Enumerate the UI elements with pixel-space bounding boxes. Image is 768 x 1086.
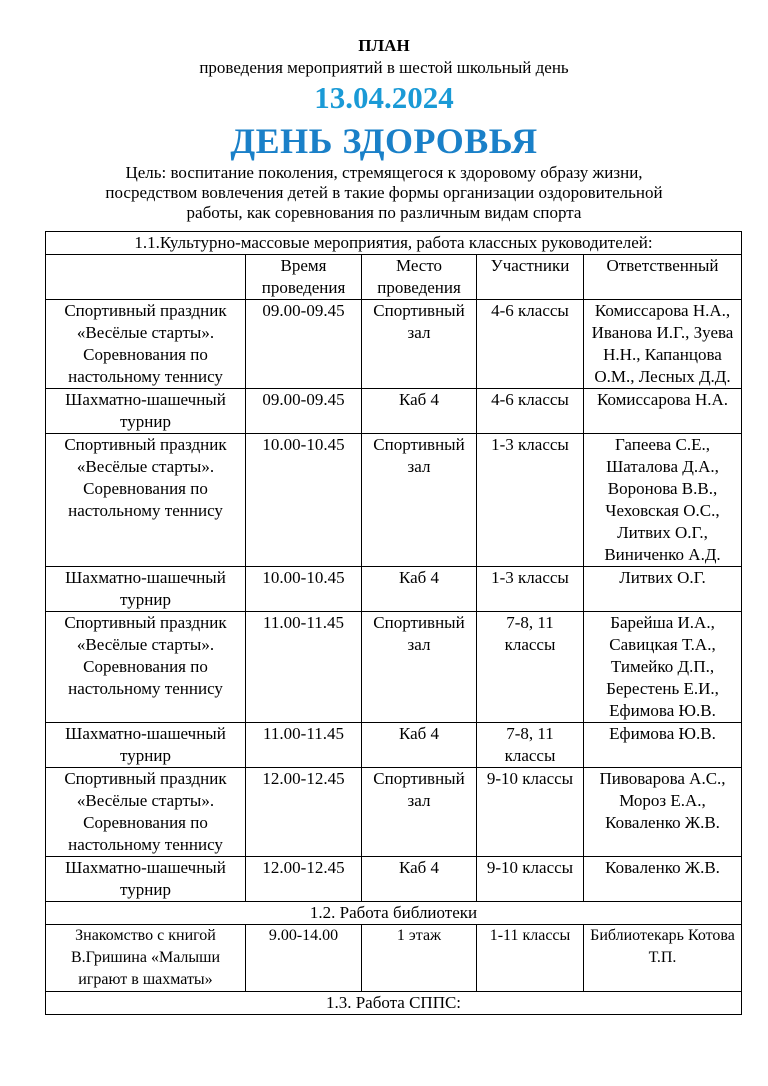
time-cell: 09.00-09.45 bbox=[246, 300, 362, 389]
time-cell: 09.00-09.45 bbox=[246, 389, 362, 434]
participants-cell: 9-10 классы bbox=[477, 768, 584, 857]
event-title: ДЕНЬ ЗДОРОВЬЯ bbox=[230, 121, 538, 161]
place-cell: Спортивный зал bbox=[362, 300, 477, 389]
responsible-cell: Комиссарова Н.А., Иванова И.Г., Зуева Н.Н., Капанцова О.М., Лесных Д.Д. bbox=[584, 300, 742, 389]
table-row bbox=[46, 857, 742, 902]
place-cell: Каб 4 bbox=[362, 857, 477, 902]
event-cell: Спортивный праздник «Весёлые старты». Соревнования по настольному теннису bbox=[46, 300, 246, 389]
participants-cell: 4-6 классы bbox=[477, 389, 584, 434]
participants-cell: 1-3 классы bbox=[477, 434, 584, 567]
section-row bbox=[46, 992, 742, 1015]
responsible-cell: Барейша И.А., Савицкая Т.А., Тимейко Д.П., Берестень Е.И., Ефимова Ю.В. bbox=[584, 612, 742, 723]
time-cell: 10.00-10.45 bbox=[246, 434, 362, 567]
participants-cell: 7-8, 11 классы bbox=[477, 723, 584, 768]
event-cell: Спортивный праздник «Весёлые старты». Соревнования по настольному теннису bbox=[46, 768, 246, 857]
event-cell: Шахматно-шашечный турнир bbox=[46, 567, 246, 612]
place-cell: Спортивный зал bbox=[362, 612, 477, 723]
table-row bbox=[46, 567, 742, 612]
participants-cell: 1-11 классы bbox=[477, 925, 584, 992]
section-title-library: 1.2. Работа библиотеки bbox=[46, 902, 742, 925]
plan-heading: ПЛАН bbox=[358, 36, 410, 55]
time-cell: 12.00-12.45 bbox=[246, 768, 362, 857]
event-cell: Шахматно-шашечный турнир bbox=[46, 723, 246, 768]
responsible-cell: Коваленко Ж.В. bbox=[584, 857, 742, 902]
section-row bbox=[46, 902, 742, 925]
place-cell: Каб 4 bbox=[362, 389, 477, 434]
time-cell: 9.00-14.00 bbox=[246, 925, 362, 992]
goal-text: Цель: воспитание поколения, стремящегося к здоровому образу жизни, посредством вовлечения детей в такие формы организации оздоровительной работы, как соревнования по различным видам спорта bbox=[105, 163, 663, 222]
place-cell: 1 этаж bbox=[362, 925, 477, 992]
participants-cell: 4-6 классы bbox=[477, 300, 584, 389]
place-cell: Спортивный зал bbox=[362, 768, 477, 857]
place-cell: Каб 4 bbox=[362, 723, 477, 768]
column-header-event bbox=[46, 255, 246, 300]
responsible-cell: Ефимова Ю.В. bbox=[584, 723, 742, 768]
place-cell: Спортивный зал bbox=[362, 434, 477, 567]
event-cell: Спортивный праздник «Весёлые старты». Соревнования по настольному теннису bbox=[46, 612, 246, 723]
table-row bbox=[46, 434, 742, 567]
time-cell: 11.00-11.45 bbox=[246, 612, 362, 723]
table-row bbox=[46, 389, 742, 434]
table-row bbox=[46, 612, 742, 723]
table-row bbox=[46, 300, 742, 389]
participants-cell: 9-10 классы bbox=[477, 857, 584, 902]
table-row bbox=[46, 925, 742, 992]
responsible-cell: Литвих О.Г. bbox=[584, 567, 742, 612]
event-date: 13.04.2024 bbox=[314, 80, 454, 115]
event-cell: Шахматно-шашечный турнир bbox=[46, 857, 246, 902]
column-header-participants: Участники bbox=[477, 255, 584, 300]
responsible-cell: Гапеева С.Е., Шаталова Д.А., Воронова В.В., Чеховская О.С., Литвих О.Г., Виниченко А.Д. bbox=[584, 434, 742, 567]
column-header-time: Время проведения bbox=[246, 255, 362, 300]
column-header-responsible: Ответственный bbox=[584, 255, 742, 300]
table-header-row bbox=[46, 255, 742, 300]
responsible-cell: Комиссарова Н.А. bbox=[584, 389, 742, 434]
plan-subtitle: проведения мероприятий в шестой школьный день bbox=[199, 58, 569, 77]
column-header-place: Место проведения bbox=[362, 255, 477, 300]
section-title-spps: 1.3. Работа СППС: bbox=[46, 992, 742, 1015]
section-row bbox=[46, 232, 742, 255]
place-cell: Каб 4 bbox=[362, 567, 477, 612]
responsible-cell: Библиотекарь Котова Т.П. bbox=[584, 925, 742, 992]
table-row bbox=[46, 723, 742, 768]
participants-cell: 1-3 классы bbox=[477, 567, 584, 612]
event-cell: Шахматно-шашечный турнир bbox=[46, 389, 246, 434]
time-cell: 10.00-10.45 bbox=[246, 567, 362, 612]
events-table bbox=[45, 231, 742, 1015]
event-cell: Знакомство с книгой В.Гришина «Малыши играют в шахматы» bbox=[46, 925, 246, 992]
time-cell: 11.00-11.45 bbox=[246, 723, 362, 768]
section-title-cultural: 1.1.Культурно-массовые мероприятия, работа классных руководителей: bbox=[46, 232, 742, 255]
time-cell: 12.00-12.45 bbox=[246, 857, 362, 902]
event-cell: Спортивный праздник «Весёлые старты». Соревнования по настольному теннису bbox=[46, 434, 246, 567]
participants-cell: 7-8, 11 классы bbox=[477, 612, 584, 723]
table-row bbox=[46, 768, 742, 857]
responsible-cell: Пивоварова А.С., Мороз Е.А., Коваленко Ж.В. bbox=[584, 768, 742, 857]
